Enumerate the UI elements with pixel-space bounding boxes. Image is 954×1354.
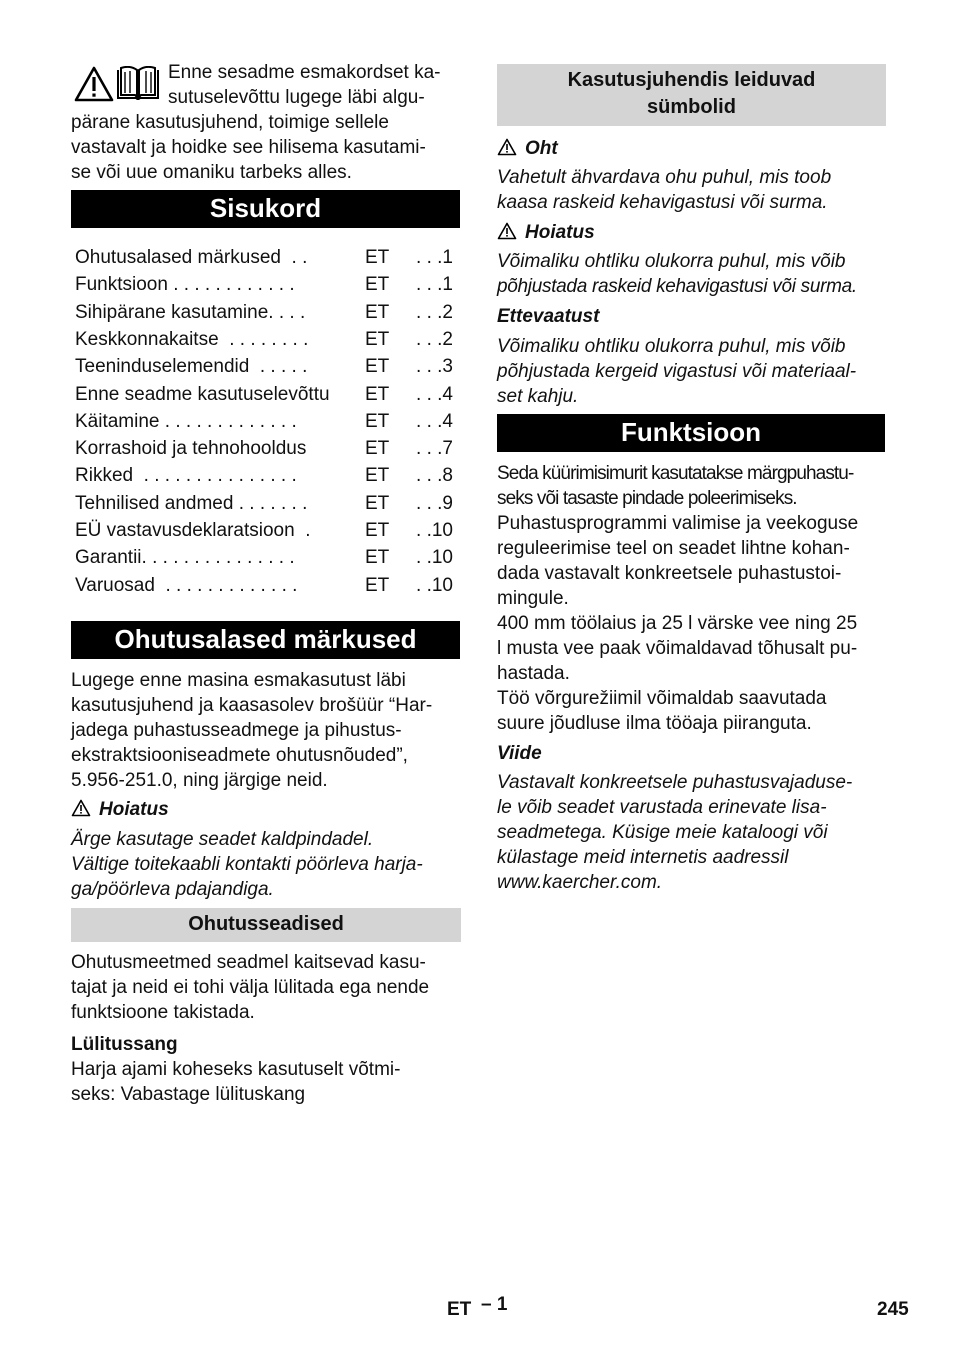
toc-row[interactable] (75, 244, 453, 271)
toc-row-title: Varuosad . . . . . . . . . . . . . (75, 574, 298, 596)
note-text (497, 770, 892, 895)
toc-row-page: . . .3 (416, 356, 453, 378)
footer-lang-text: ET (447, 1299, 472, 1320)
danger-line: kaasa raskeid kehavigastusi või surma. (497, 192, 828, 213)
toc-row[interactable] (75, 299, 453, 326)
toc-title (71, 190, 460, 228)
safety-line: Lugege enne masina esmakasutust läbi (71, 670, 406, 691)
toc-row-page: . . .2 (416, 301, 453, 323)
danger-label: Oht (525, 138, 558, 159)
function-title (497, 414, 885, 452)
function-line: mingule. (497, 588, 569, 609)
safety-warning-line: Vältige toitekaabli kontakti pöörleva harja- (71, 854, 423, 875)
toc-row[interactable] (75, 544, 453, 571)
toc-row-title: Käitamine . . . . . . . . . . . . . (75, 410, 297, 432)
footer-section-page (481, 1293, 507, 1317)
safety-line: 5.956-251.0, ning järgige neid. (71, 770, 328, 791)
toc-row[interactable] (75, 326, 453, 353)
note-line: Vastavalt konkreetsele puhastusvajaduse- (497, 772, 853, 793)
toc-row-page: . .10 (416, 547, 453, 569)
function-line: 400 mm töölaius ja 25 l värske vee ning 25 (497, 613, 858, 634)
switch-section (71, 1032, 466, 1107)
caution-text (497, 334, 892, 409)
toc-row[interactable] (75, 408, 453, 435)
toc-row-title: Keskkonnakaitse . . . . . . . . (75, 328, 309, 350)
function-line: Seda küürimisimurit kasutatakse märgpuhastu- (497, 463, 854, 484)
toc-row-page: . .10 (416, 574, 453, 596)
function-line: reguleerimise teel on seadet lihtne kohan- (497, 538, 850, 559)
symbols-title-line: sümbolid (647, 96, 736, 118)
switch-title: Lülitussang (71, 1034, 178, 1055)
warning-label: Hoiatus (525, 222, 595, 243)
warning-triangle-icon (497, 222, 517, 247)
toc-row-page: . .10 (416, 520, 453, 541)
toc-row-title: Garantii. . . . . . . . . . . . . . . (75, 547, 295, 569)
intro-line: sutuselevõttu lugege läbi algu- (168, 87, 425, 108)
function-line: hastada. (497, 663, 570, 684)
switch-line: Harja ajami koheseks kasutuselt võtmi- (71, 1059, 401, 1080)
toc-row-code: ET (365, 438, 390, 460)
toc-row-title: EÜ vastavusdeklaratsioon . (75, 520, 311, 541)
safety-warning-line: Ärge kasutage seadet kaldpindadel. (71, 829, 374, 850)
toc-row-page: . . .1 (416, 274, 453, 296)
toc-row-page: . . .2 (416, 328, 453, 350)
caution-line: põhjustada kergeid vigastusi või materiaal- (497, 361, 857, 382)
safety-line: kasutusjuhend ja kaasasolev brošüür “Har- (71, 695, 433, 716)
safety-body (71, 668, 466, 793)
toc-row-code: ET (365, 328, 390, 350)
caution-section (497, 304, 892, 329)
toc-row-title: Tehnilised andmed . . . . . . . (75, 492, 308, 514)
toc-row-title: Enne seadme kasutuselevõttu (75, 383, 330, 405)
toc-row-code: ET (365, 465, 390, 487)
intro-line: Enne sesadme esmakordset ka- (168, 62, 441, 83)
switch-line: seks: Vabastage lülituskang (71, 1084, 306, 1105)
toc-row-title: Rikked . . . . . . . . . . . . . . . (75, 465, 297, 487)
toc-row-code: ET (365, 247, 390, 268)
function-line: seks või tasaste pindade poleerimiseks. (497, 488, 797, 509)
safety-warning-text (71, 827, 466, 902)
toc-row[interactable] (75, 435, 453, 462)
safety-line: jadega puhastusseadmege ja pihustus- (71, 720, 402, 741)
safety-devices-text (71, 950, 466, 1025)
intro-line: pärane kasutusjuhend, toimige sellele (71, 112, 389, 133)
toc-row[interactable] (75, 353, 453, 380)
safety-line: ekstraktsiooniseadmete ohutusnõuded”, (71, 745, 408, 766)
toc-row-code: ET (365, 520, 390, 541)
note-line: le võib seadet varustada erinevate lisa- (497, 797, 827, 818)
warning-line: põhjustada raskeid kehavigastusi või surma. (497, 276, 857, 297)
safety-title-text: Ohutusalased märkused (114, 624, 417, 654)
footer-lang (447, 1298, 471, 1322)
safety-devices-line: funktsioone takistada. (71, 1002, 255, 1023)
symbols-title (497, 64, 886, 126)
intro-text (71, 60, 466, 185)
footer-page-number-text: 245 (877, 1299, 909, 1320)
warning-heading (497, 220, 892, 247)
toc-row-code: ET (365, 383, 390, 405)
toc-list (71, 244, 461, 604)
toc-row-page: . . .1 (416, 247, 453, 268)
toc-row-code: ET (365, 410, 390, 432)
intro-line: vastavalt ja hoidke see hilisema kasutami- (71, 137, 426, 158)
danger-text (497, 165, 892, 215)
function-line: Puhastusprogrammi valimise ja veekoguse (497, 513, 859, 534)
toc-row-code: ET (365, 547, 390, 569)
toc-row-title: Ohutusalased märkused . . (75, 247, 308, 268)
toc-row[interactable] (75, 271, 453, 298)
function-line: l musta vee paak võimaldavad tõhusalt pu- (497, 638, 858, 659)
toc-row[interactable] (75, 462, 453, 489)
intro-line: se või uue omaniku tarbeks alles. (71, 162, 352, 183)
toc-row-page: . . .7 (416, 438, 453, 460)
safety-warning-label: Hoiatus (99, 799, 169, 820)
toc-row-page: . . .8 (416, 465, 453, 487)
toc-row[interactable] (75, 517, 453, 544)
toc-row[interactable] (75, 572, 453, 599)
caution-line: Võimaliku ohtliku olukorra puhul, mis võib (497, 336, 846, 357)
safety-devices-title-text: Ohutusseadised (188, 913, 344, 935)
note-line: külastage meid internetis aadressil (497, 847, 789, 868)
footer-section-page-text: – 1 (481, 1294, 508, 1315)
toc-row-title: Funktsioon . . . . . . . . . . . . (75, 274, 295, 296)
warning-triangle-icon (497, 138, 517, 163)
toc-row-title: Korrashoid ja tehnohooldus (75, 438, 307, 460)
toc-row-page: . . .4 (416, 410, 453, 432)
toc-row-code: ET (365, 301, 390, 323)
note-label: Viide (497, 743, 542, 764)
footer-page-number (877, 1298, 909, 1322)
note-line: seadmetega. Küsige meie kataloogi või (497, 822, 828, 843)
toc-row-code: ET (365, 492, 390, 514)
toc-row-code: ET (365, 274, 390, 296)
note-line: www.kaercher.com. (497, 872, 663, 893)
safety-devices-title (71, 908, 461, 942)
toc-row-title: Teeninduselemendid . . . . . (75, 356, 308, 378)
note-section (497, 741, 892, 766)
toc-row-page: . . .4 (416, 383, 453, 405)
function-line: suure jõudluse ilma tööaja piiranguta. (497, 713, 812, 734)
toc-row-page: . . .9 (416, 492, 453, 514)
toc-title-text: Sisukord (209, 193, 322, 223)
toc-row[interactable] (75, 490, 453, 517)
safety-warning-heading (71, 797, 466, 824)
symbols-title-line: Kasutusjuhendis leiduvad (567, 69, 816, 91)
function-line: Töö võrgurežiimil võimaldab saavutada (497, 688, 827, 709)
function-line: dada vastavalt konkreetsele puhastustoi- (497, 563, 842, 584)
toc-row-code: ET (365, 574, 390, 596)
toc-row-title: Sihipärane kasutamine. . . . (75, 301, 306, 323)
toc-row[interactable] (75, 381, 453, 408)
function-title-text: Funktsioon (620, 417, 762, 447)
toc-row-code: ET (365, 356, 390, 378)
danger-heading (497, 136, 892, 163)
warning-line: Võimaliku ohtliku olukorra puhul, mis võib (497, 251, 846, 272)
safety-warning-line: ga/pöörleva pdajandiga. (71, 879, 274, 900)
safety-devices-line: Ohutusmeetmed seadmel kaitsevad kasu- (71, 952, 426, 973)
danger-line: Vahetult ähvardava ohu puhul, mis toob (497, 167, 832, 188)
warning-text (497, 249, 892, 299)
function-text (497, 461, 892, 736)
warning-triangle-icon (71, 799, 91, 824)
safety-devices-line: tajat ja neid ei tohi välja lülitada ega nende (71, 977, 430, 998)
safety-title (71, 621, 460, 659)
caution-label: Ettevaatust (497, 306, 600, 327)
caution-line: set kahju. (497, 386, 579, 407)
